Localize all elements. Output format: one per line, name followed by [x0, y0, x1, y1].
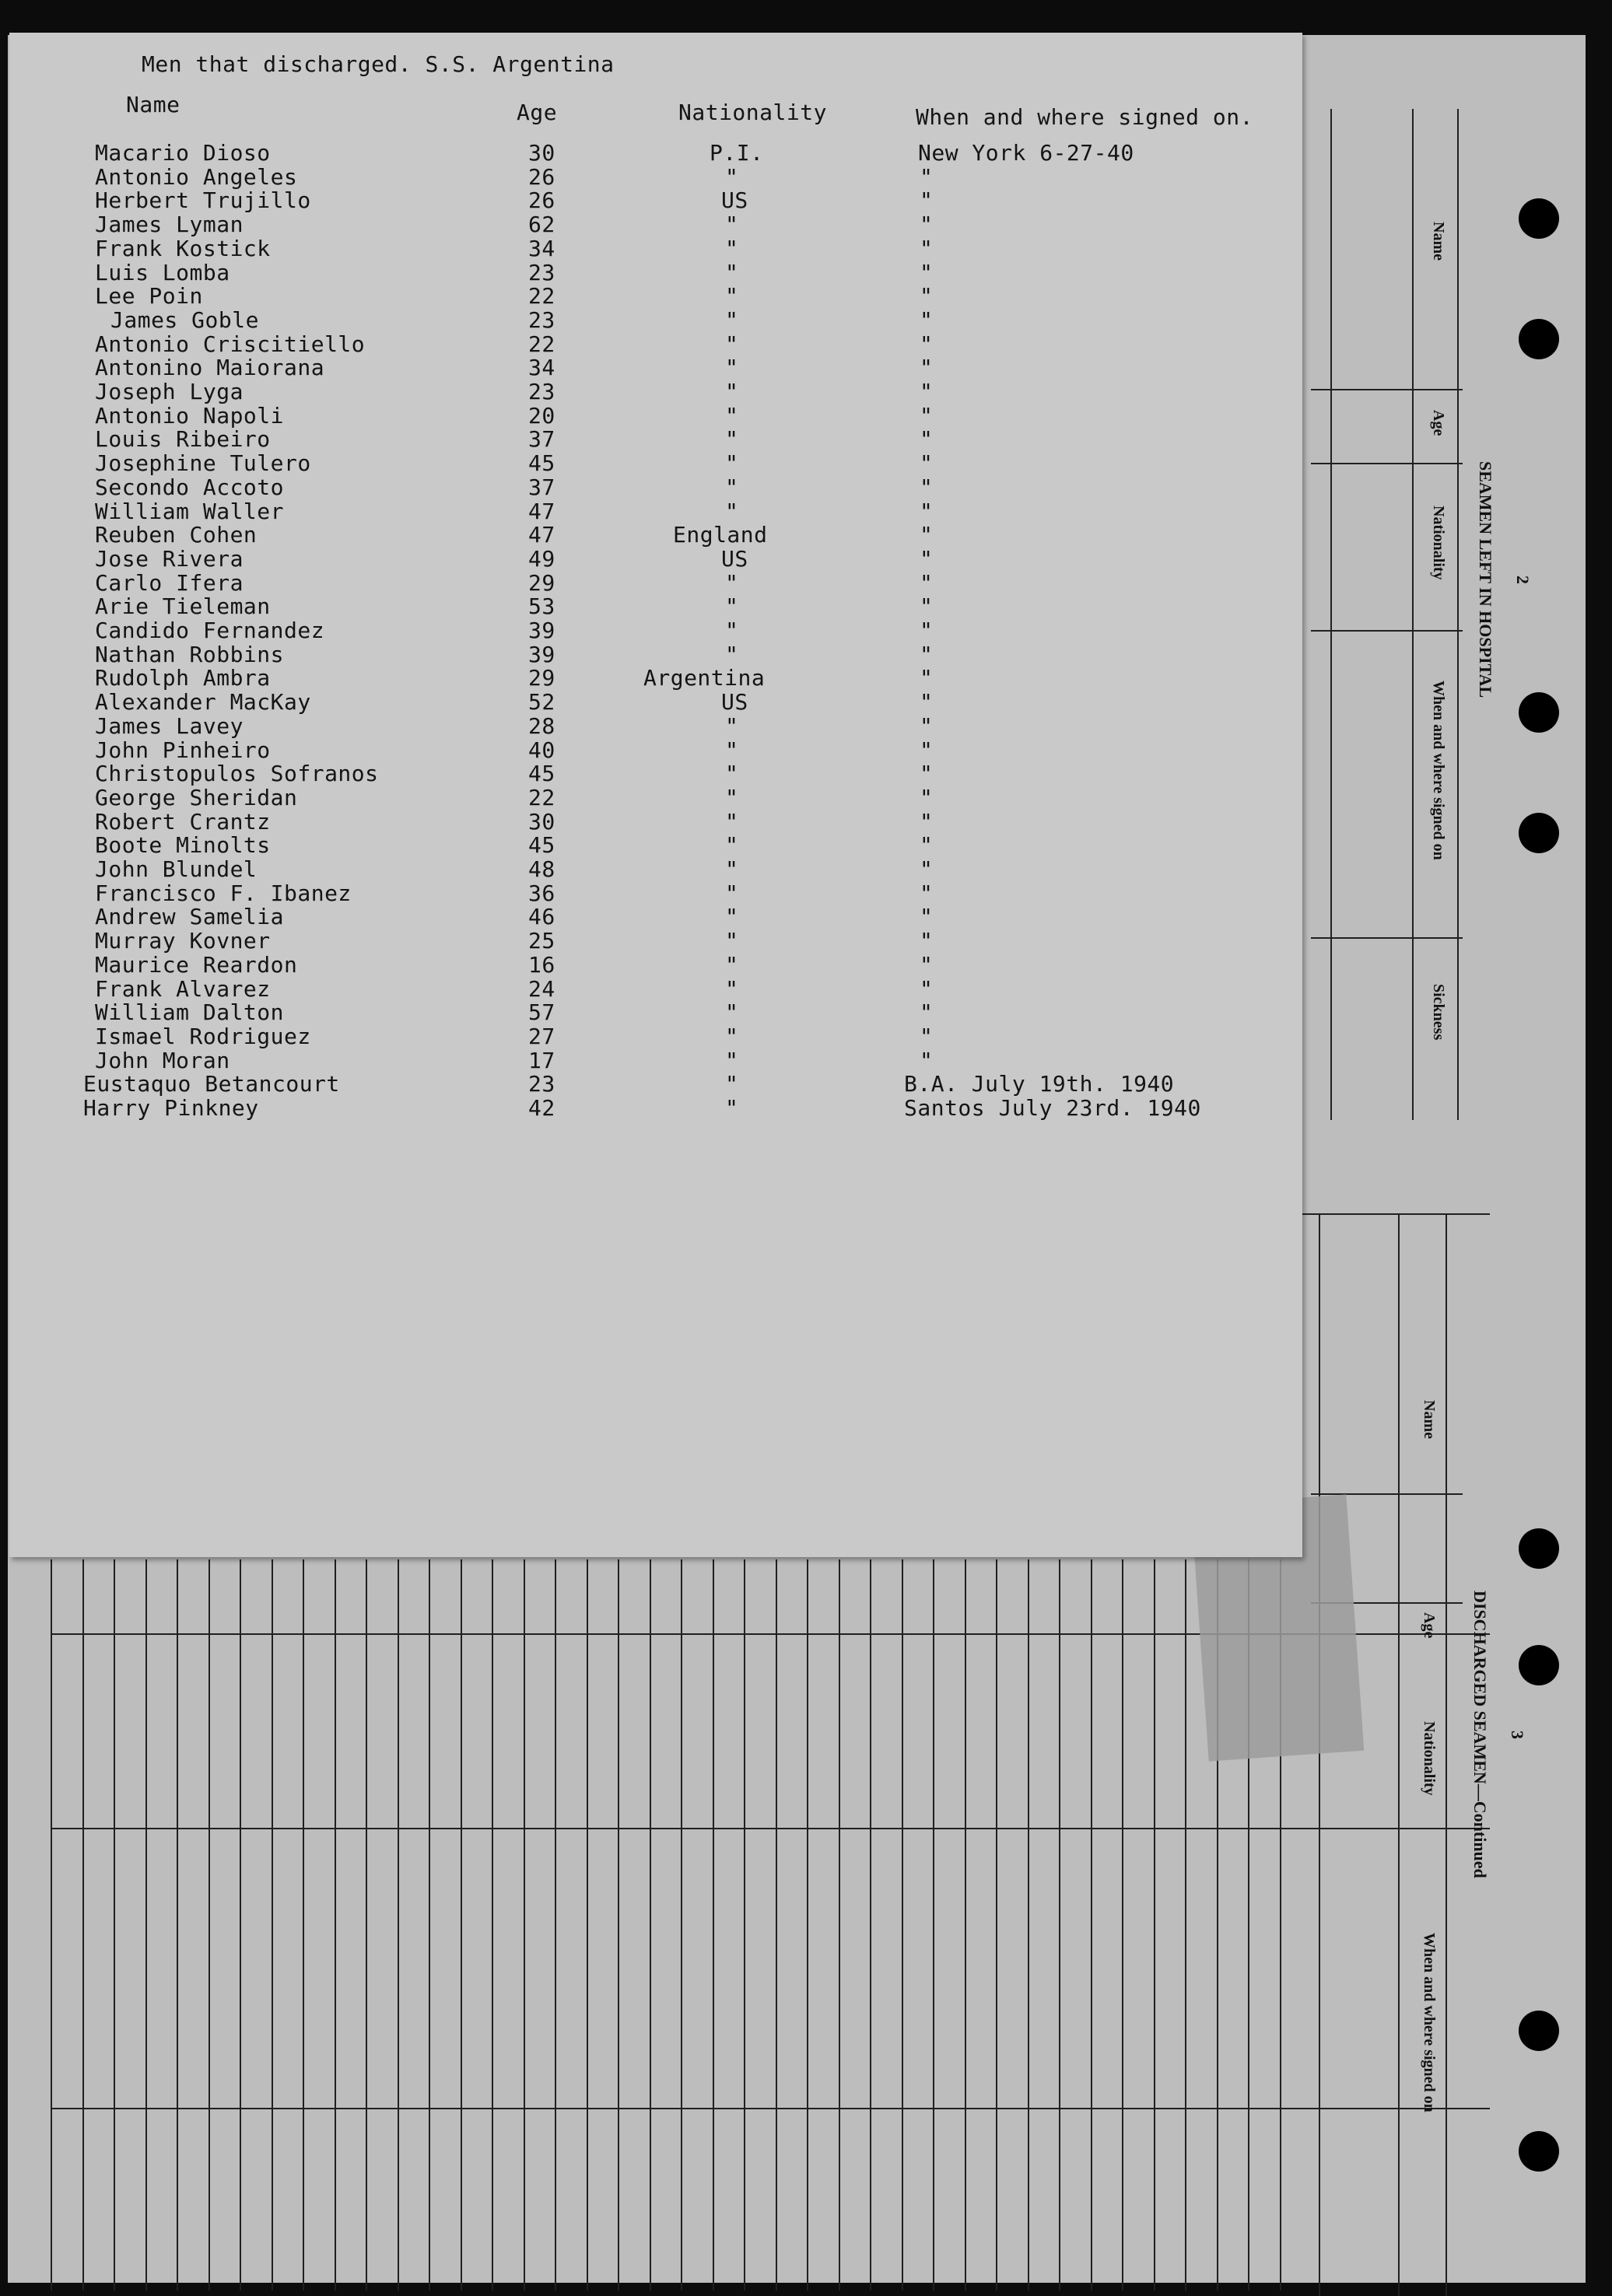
seaman-name: Harry Pinkney: [83, 1095, 259, 1121]
seaman-name: Carlo Ifera: [95, 570, 244, 596]
hospital-section-title: SEAMEN LEFT IN HOSPITAL: [1476, 461, 1495, 698]
discharged-column-line: [1446, 1213, 1447, 2296]
discharged-page-number: 3: [1508, 1731, 1527, 1739]
form-grid-column-line: [713, 1559, 714, 2291]
seaman-nationality: ": [725, 260, 739, 285]
discharged-col-name: Name: [1421, 1400, 1438, 1439]
seaman-age: 37: [528, 474, 555, 500]
seaman-age: 26: [528, 187, 555, 213]
seaman-age: 45: [528, 832, 555, 858]
seaman-age: 57: [528, 999, 555, 1025]
seaman-nationality: ": [725, 570, 739, 596]
seaman-signed-on: ": [920, 1048, 934, 1073]
seaman-age: 39: [528, 642, 555, 667]
seaman-age: 36: [528, 880, 555, 906]
hospital-col-signed-on: When and where signed on: [1430, 681, 1447, 860]
seaman-signed-on: ": [920, 187, 934, 213]
seaman-name: John Blundel: [95, 856, 258, 882]
seaman-age: 53: [528, 593, 555, 619]
form-grid-column-line: [587, 1559, 588, 2291]
binder-hole: [1519, 1645, 1559, 1685]
seaman-signed-on: ": [920, 260, 934, 285]
seaman-signed-on: ": [920, 856, 934, 882]
seaman-name: Herbert Trujillo: [95, 187, 311, 213]
form-grid-column-line: [82, 1559, 84, 2291]
form-grid-column-line: [870, 1559, 871, 2291]
seaman-signed-on: ": [920, 546, 934, 572]
seaman-name: James Lyman: [95, 212, 244, 237]
seaman-name: George Sheridan: [95, 785, 298, 810]
seaman-name: Robert Crantz: [95, 809, 271, 835]
seaman-age: 40: [528, 737, 555, 763]
form-grid-column-line: [429, 1559, 430, 2291]
seaman-signed-on: ": [920, 642, 934, 667]
seaman-age: 47: [528, 522, 555, 548]
hospital-row-line: [1311, 630, 1463, 632]
form-grid-column-line: [744, 1559, 745, 2291]
seaman-name: William Dalton: [95, 999, 285, 1025]
seaman-age: 62: [528, 212, 555, 237]
form-grid-column-line: [965, 1559, 966, 2291]
hospital-row-line: [1311, 463, 1463, 464]
seaman-signed-on: ": [920, 426, 934, 452]
form-grid-column-line: [807, 1559, 808, 2291]
form-grid-column-line: [303, 1559, 304, 2291]
seaman-signed-on: ": [920, 689, 934, 715]
seaman-signed-on: ": [920, 307, 934, 333]
form-grid-column-line: [996, 1559, 997, 2291]
seaman-age: 45: [528, 761, 555, 786]
seaman-signed-on: ": [920, 355, 934, 380]
seaman-nationality: ": [725, 880, 739, 906]
seaman-signed-on: ": [920, 713, 934, 739]
seaman-nationality: ": [725, 212, 739, 237]
seaman-age: 47: [528, 499, 555, 524]
form-grid-column-line: [114, 1559, 115, 2291]
seaman-name: William Waller: [95, 499, 285, 524]
binder-hole: [1519, 2131, 1559, 2172]
hospital-row-line: [1311, 389, 1463, 390]
seaman-age: 23: [528, 1071, 555, 1097]
seaman-name: John Pinheiro: [95, 737, 271, 763]
seaman-signed-on: ": [920, 1024, 934, 1049]
form-grid-column-line: [51, 1559, 52, 2291]
seaman-age: 16: [528, 952, 555, 978]
seaman-age: 22: [528, 331, 555, 357]
seaman-name: Andrew Samelia: [95, 904, 285, 929]
seaman-signed-on: ": [920, 474, 934, 500]
hospital-column-line: [1330, 109, 1332, 1120]
seaman-signed-on: ": [920, 212, 934, 237]
discharged-col-age: Age: [1421, 1612, 1438, 1639]
seaman-name: Christopulos Sofranos: [95, 761, 379, 786]
form-grid-column-line: [618, 1559, 619, 2291]
seaman-age: 24: [528, 976, 555, 1002]
seaman-nationality: ": [725, 952, 739, 978]
seaman-nationality: P.I.: [710, 140, 764, 166]
seaman-signed-on: ": [920, 331, 934, 357]
form-grid-column-line: [839, 1559, 840, 2291]
form-grid-column-line: [145, 1559, 147, 2291]
seaman-name: Rudolph Ambra: [95, 665, 271, 691]
seaman-signed-on: ": [920, 283, 934, 309]
form-grid-column-line: [1185, 1559, 1186, 2291]
discharged-column-line: [1319, 1213, 1320, 2296]
form-grid-column-line: [1028, 1559, 1029, 2291]
form-grid-column-line: [1091, 1559, 1092, 2291]
seaman-name: Frank Alvarez: [95, 976, 271, 1002]
seaman-nationality: ": [725, 618, 739, 643]
seaman-nationality: ": [725, 283, 739, 309]
form-grid-column-line: [461, 1559, 462, 2291]
seaman-name: Luis Lomba: [95, 260, 230, 285]
form-grid-column-line: [681, 1559, 682, 2291]
seaman-signed-on: ": [920, 999, 934, 1025]
seaman-nationality: ": [725, 499, 739, 524]
seaman-signed-on: ": [920, 570, 934, 596]
seaman-name: Murray Kovner: [95, 928, 271, 954]
seaman-nationality: ": [725, 976, 739, 1002]
seaman-age: 20: [528, 403, 555, 429]
seaman-age: 29: [528, 570, 555, 596]
hospital-page-number: 2: [1513, 576, 1533, 584]
seaman-age: 46: [528, 904, 555, 929]
seaman-signed-on: ": [920, 499, 934, 524]
seaman-age: 48: [528, 856, 555, 882]
seaman-nationality: US: [721, 689, 748, 715]
form-grid-column-line: [335, 1559, 336, 2291]
form-grid-column-line: [902, 1559, 903, 2291]
form-grid-column-line: [366, 1559, 367, 2291]
hospital-column-line: [1457, 109, 1459, 1120]
seaman-signed-on: ": [920, 593, 934, 619]
seaman-nationality: US: [721, 546, 748, 572]
form-grid-column-line: [933, 1559, 934, 2291]
seaman-signed-on: ": [920, 379, 934, 404]
seaman-age: 27: [528, 1024, 555, 1049]
seaman-name: James Goble: [110, 307, 259, 333]
seaman-nationality: England: [673, 522, 768, 548]
seaman-age: 42: [528, 1095, 555, 1121]
seaman-age: 29: [528, 665, 555, 691]
seaman-name: Reuben Cohen: [95, 522, 258, 548]
hospital-column-line: [1412, 109, 1414, 1120]
seaman-age: 34: [528, 236, 555, 261]
seaman-nationality: ": [725, 236, 739, 261]
seaman-signed-on: ": [920, 737, 934, 763]
seaman-name: Candido Fernandez: [95, 618, 325, 643]
discharged-col-nationality: Nationality: [1421, 1721, 1438, 1796]
seaman-name: Lee Poin: [95, 283, 203, 309]
seaman-name: John Moran: [95, 1048, 230, 1073]
seaman-name: Maurice Reardon: [95, 952, 298, 978]
seaman-age: 49: [528, 546, 555, 572]
seaman-signed-on: ": [920, 952, 934, 978]
seaman-nationality: ": [725, 379, 739, 404]
seaman-nationality: ": [725, 737, 739, 763]
seaman-age: 26: [528, 164, 555, 190]
seaman-signed-on: ": [920, 403, 934, 429]
seaman-name: Antonino Maiorana: [95, 355, 325, 380]
seaman-age: 52: [528, 689, 555, 715]
seaman-nationality: ": [725, 856, 739, 882]
form-grid-line: [51, 1828, 1490, 1829]
seaman-name: Jose Rivera: [95, 546, 244, 572]
seaman-age: 25: [528, 928, 555, 954]
header-name: Name: [126, 92, 180, 117]
seaman-name: Macario Dioso: [95, 140, 271, 166]
form-grid-line: [51, 2108, 1490, 2109]
seaman-signed-on: ": [920, 785, 934, 810]
seaman-nationality: ": [725, 785, 739, 810]
form-grid-column-line: [1059, 1559, 1060, 2291]
seaman-age: 28: [528, 713, 555, 739]
seaman-nationality: ": [725, 999, 739, 1025]
seaman-nationality: ": [725, 832, 739, 858]
seaman-signed-on: ": [920, 522, 934, 548]
form-grid-column-line: [524, 1559, 525, 2291]
seaman-nationality: ": [725, 450, 739, 476]
typed-list-sheet: [9, 33, 1302, 1557]
form-grid-column-line: [209, 1559, 210, 2291]
seaman-name: Ismael Rodriguez: [95, 1024, 311, 1049]
seaman-signed-on: ": [920, 450, 934, 476]
seaman-nationality: ": [725, 809, 739, 835]
seaman-nationality: ": [725, 1024, 739, 1049]
seaman-name: Frank Kostick: [95, 236, 271, 261]
discharged-col-signed-on: When and where signed on: [1421, 1933, 1438, 2112]
seaman-nationality: Argentina: [643, 665, 766, 691]
seaman-age: 23: [528, 379, 555, 404]
seaman-signed-on: ": [920, 809, 934, 835]
seaman-name: Secondo Accoto: [95, 474, 285, 500]
form-grid-column-line: [776, 1559, 777, 2291]
seaman-signed-on: ": [920, 928, 934, 954]
binder-hole: [1519, 319, 1559, 359]
discharged-section-title: DISCHARGED SEAMEN—Continued: [1470, 1591, 1490, 1878]
form-grid-column-line: [1122, 1559, 1123, 2291]
seaman-nationality: ": [725, 904, 739, 929]
seaman-name: Boote Minolts: [95, 832, 271, 858]
form-grid-column-line: [398, 1559, 399, 2291]
seaman-nationality: ": [725, 593, 739, 619]
seaman-nationality: ": [725, 1071, 739, 1097]
form-grid-column-line: [272, 1559, 273, 2291]
seaman-signed-on: ": [920, 976, 934, 1002]
seaman-signed-on: New York 6-27-40: [918, 140, 1134, 166]
form-grid-column-line: [1154, 1559, 1155, 2291]
seaman-nationality: US: [721, 187, 748, 213]
seaman-age: 17: [528, 1048, 555, 1073]
seaman-name: Arie Tieleman: [95, 593, 271, 619]
seaman-name: Alexander MacKay: [95, 689, 311, 715]
header-signed-on: When and where signed on.: [916, 104, 1253, 130]
binder-hole: [1519, 198, 1559, 239]
seaman-name: Nathan Robbins: [95, 642, 285, 667]
seaman-signed-on: ": [920, 904, 934, 929]
seaman-name: Antonio Criscitiello: [95, 331, 366, 357]
binder-hole: [1519, 692, 1559, 733]
binder-hole: [1519, 1528, 1559, 1569]
seaman-nationality: ": [725, 474, 739, 500]
seaman-nationality: ": [725, 928, 739, 954]
seaman-signed-on: ": [920, 832, 934, 858]
seaman-age: 34: [528, 355, 555, 380]
form-grid-column-line: [492, 1559, 493, 2291]
seaman-age: 23: [528, 260, 555, 285]
seaman-name: Louis Ribeiro: [95, 426, 271, 452]
seaman-nationality: ": [725, 1048, 739, 1073]
seaman-name: Joseph Lyga: [95, 379, 244, 404]
header-age: Age: [517, 100, 558, 125]
seaman-signed-on: ": [920, 236, 934, 261]
seaman-age: 30: [528, 809, 555, 835]
binder-hole: [1519, 813, 1559, 853]
seaman-signed-on: ": [920, 761, 934, 786]
seaman-nationality: ": [725, 403, 739, 429]
form-grid-column-line: [650, 1559, 651, 2291]
seaman-signed-on: B.A. July 19th. 1940: [904, 1071, 1175, 1097]
hospital-col-sickness: Sickness: [1430, 984, 1447, 1041]
seaman-name: James Lavey: [95, 713, 244, 739]
seaman-name: Josephine Tulero: [95, 450, 311, 476]
seaman-nationality: ": [725, 1095, 739, 1121]
seaman-name: Francisco F. Ibanez: [95, 880, 352, 906]
binder-hole: [1519, 2011, 1559, 2051]
seaman-age: 39: [528, 618, 555, 643]
discharged-column-line: [1398, 1213, 1400, 2296]
hospital-col-age: Age: [1430, 410, 1447, 436]
seaman-signed-on: ": [920, 665, 934, 691]
seaman-nationality: ": [725, 331, 739, 357]
seaman-age: 37: [528, 426, 555, 452]
seaman-signed-on: ": [920, 618, 934, 643]
header-nationality: Nationality: [678, 100, 827, 125]
seaman-signed-on: Santos July 23rd. 1940: [904, 1095, 1201, 1121]
form-grid-column-line: [555, 1559, 556, 2291]
seaman-age: 22: [528, 283, 555, 309]
seaman-age: 22: [528, 785, 555, 810]
seaman-signed-on: ": [920, 880, 934, 906]
seaman-nationality: ": [725, 761, 739, 786]
form-grid-column-line: [177, 1559, 178, 2291]
seaman-nationality: ": [725, 426, 739, 452]
hospital-col-nationality: Nationality: [1430, 506, 1447, 580]
seaman-name: Eustaquo Betancourt: [83, 1071, 340, 1097]
seaman-name: Antonio Napoli: [95, 403, 285, 429]
seaman-nationality: ": [725, 355, 739, 380]
hospital-col-name: Name: [1430, 222, 1447, 261]
seaman-age: 30: [528, 140, 555, 166]
form-grid-column-line: [240, 1559, 241, 2291]
seaman-age: 45: [528, 450, 555, 476]
seaman-age: 23: [528, 307, 555, 333]
seaman-nationality: ": [725, 642, 739, 667]
document-title: Men that discharged. S.S. Argentina: [142, 51, 615, 77]
hospital-row-line: [1311, 937, 1463, 939]
seaman-signed-on: ": [920, 164, 934, 190]
seaman-nationality: ": [725, 307, 739, 333]
seaman-name: Antonio Angeles: [95, 164, 298, 190]
seaman-nationality: ": [725, 164, 739, 190]
seaman-nationality: ": [725, 713, 739, 739]
